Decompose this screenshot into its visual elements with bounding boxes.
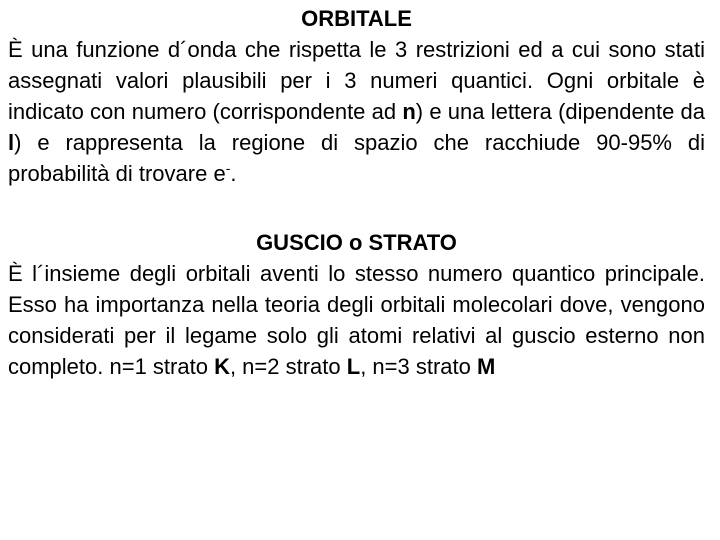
orbitale-title: ORBITALE xyxy=(301,6,412,31)
orbitale-n-bold: n xyxy=(402,99,416,124)
orbitale-l-bold: l xyxy=(8,130,15,155)
orbitale-text-4: . xyxy=(230,161,237,186)
guscio-k-bold: K xyxy=(214,354,230,379)
section-spacer xyxy=(8,189,705,228)
orbitale-text-2: ) e una lettera (dipendente da xyxy=(415,99,705,124)
electron-charge-superscript: - xyxy=(225,160,231,176)
guscio-definition xyxy=(8,258,705,382)
orbitale-text-3: ) e rappresenta la regione di spazio che racchiude 90-95% di probabilità di trovare e xyxy=(8,130,705,186)
guscio-m-bold: M xyxy=(477,354,496,379)
guscio-l-bold: L xyxy=(346,354,361,379)
orbitale-definition xyxy=(8,34,705,189)
guscio-text-1: È l´insieme degli orbitali aventi lo stesso numero quantico principale. Esso ha importanza nella teoria degli orbitali molecolari dove, vengono considerati per il legame solo gli atomi relativi al guscio esterno non completo. n=1 strato xyxy=(8,261,705,379)
slide-content xyxy=(8,4,705,382)
guscio-title: GUSCIO o STRATO xyxy=(256,230,457,255)
guscio-text-2: , n=2 strato xyxy=(229,354,347,379)
guscio-text-3: , n=3 strato xyxy=(360,354,477,379)
orbitale-text-1: È una funzione d´onda che rispetta le 3 restrizioni ed a cui sono stati assegnati valori plausibili per i 3 numeri quantici. Ogni orbitale è indicato con numero (corrispondente ad xyxy=(8,37,705,124)
